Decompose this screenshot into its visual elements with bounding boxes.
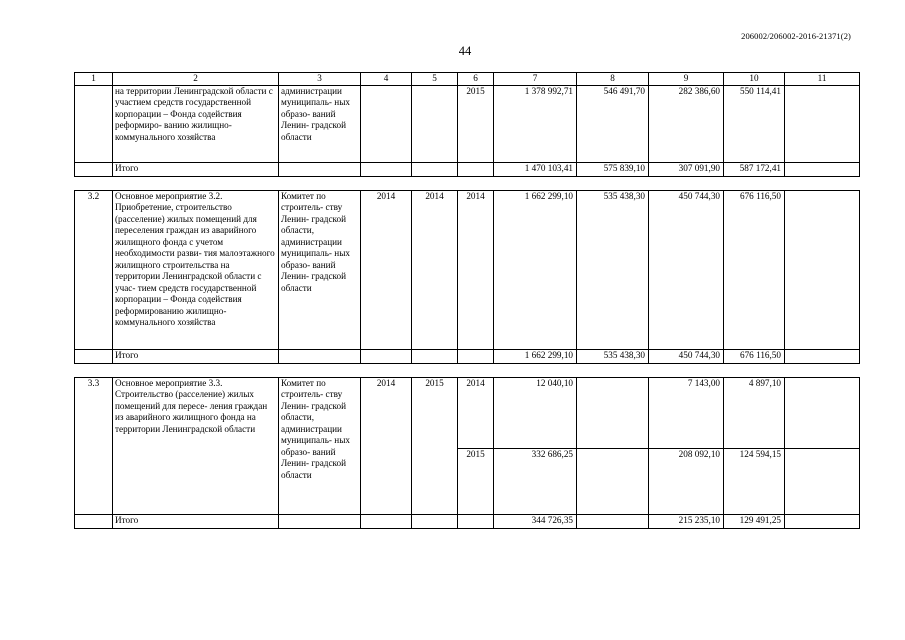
table-cell [361,349,412,363]
total-row [75,162,860,176]
amount-cell: 7 143,00 [649,377,724,448]
spacer-row [75,176,860,190]
table-cell [785,349,860,363]
table-cell [75,514,113,528]
document-code: 206002/206002-2016-21371(2) [741,31,851,41]
table-cell [458,349,494,363]
total-label: Итого [113,514,279,528]
spacer-cell [75,176,860,190]
page-number: 44 [458,44,472,58]
amount-cell: 550 114,41 [724,85,785,162]
table-cell [75,85,113,162]
spacer-row [75,363,860,377]
header-cell: 7 [494,73,577,86]
table-cell [412,514,458,528]
year-cell: 2015 [458,448,494,514]
table-cell [279,514,361,528]
year-cell: 2014 [458,190,494,349]
total-amount-cell: 344 726,35 [494,514,577,528]
header-cell: 1 [75,73,113,86]
amount-cell: 4 897,10 [724,377,785,448]
total-amount-cell: 215 235,10 [649,514,724,528]
table-cell [785,514,860,528]
amount-cell: 676 116,50 [724,190,785,349]
header-row [75,73,860,86]
start-year-cell: 2014 [361,190,412,349]
table-cell [785,377,860,448]
total-amount-cell: 535 438,30 [577,349,649,363]
executor-cell: Комитет по строитель- ству Ленин- градской области, администрации муниципаль- ных образо- ваний Ленин- градской области [279,377,361,514]
header-cell: 10 [724,73,785,86]
table-row [75,190,860,349]
table-cell [785,448,860,514]
total-amount-cell: 1 470 103,41 [494,162,577,176]
header-cell: 6 [458,73,494,86]
total-amount-cell: 575 839,10 [577,162,649,176]
table-cell [458,162,494,176]
table-cell [412,162,458,176]
table-cell [412,85,458,162]
header-cell: 3 [279,73,361,86]
executor-cell: Комитет по строитель- ству Ленин- градской области, администрации муниципаль- ных образо- ваний Ленин- градской области [279,190,361,349]
table-cell [412,349,458,363]
amount-cell: 450 744,30 [649,190,724,349]
amount-cell: 208 092,10 [649,448,724,514]
header-cell: 5 [412,73,458,86]
total-amount-cell: 129 491,25 [724,514,785,528]
table-cell [785,85,860,162]
year-cell: 2015 [458,85,494,162]
end-year-cell: 2014 [412,190,458,349]
spacer-cell [75,363,860,377]
end-year-cell: 2015 [412,377,458,514]
table-cell [785,190,860,349]
measure-name-cell: Основное мероприятие 3.3. Строительство (расселение) жилых помещений для пересе- ления граждан из аварийного жилищного фонда на территории Ленинградской области [113,377,279,514]
amount-cell: 332 686,25 [494,448,577,514]
row-number-cell: 3.3 [75,377,113,514]
header-cell: 8 [577,73,649,86]
measure-name-cell: на территории Ленинградской области с участием средств государственной корпорации – Фонда содействия реформиро- ванию жилищно-коммунального хозяйства [113,85,279,162]
start-year-cell: 2014 [361,377,412,514]
table-cell [577,514,649,528]
table-row [75,85,860,162]
program-table [74,72,860,529]
measure-name-cell: Основное мероприятие 3.2. Приобретение, строительство (расселение) жилых помещений для переселения граждан из аварийного жилищного фонда с учетом необходимости разви- тия малоэтажного жилищного строительства на территории Ленинградской области с учас- тием средств государственной корпорации – Фонда содействия реформированию жилищно- коммунального хозяйства [113,190,279,349]
table-cell [279,162,361,176]
table-cell [577,377,649,448]
amount-cell: 12 040,10 [494,377,577,448]
header-cell: 2 [113,73,279,86]
amount-cell: 1 662 299,10 [494,190,577,349]
table-cell [279,349,361,363]
total-amount-cell: 307 091,90 [649,162,724,176]
amount-cell: 546 491,70 [577,85,649,162]
amount-cell: 535 438,30 [577,190,649,349]
header-cell: 4 [361,73,412,86]
table-cell [785,162,860,176]
header-cell: 9 [649,73,724,86]
table-cell [361,162,412,176]
table-cell [75,162,113,176]
year-cell: 2014 [458,377,494,448]
table-cell [361,85,412,162]
total-row [75,349,860,363]
table-cell [361,514,412,528]
table-cell [75,349,113,363]
amount-cell: 1 378 992,71 [494,85,577,162]
table-cell [577,448,649,514]
amount-cell: 124 594,15 [724,448,785,514]
amount-cell: 282 386,60 [649,85,724,162]
row-number-cell: 3.2 [75,190,113,349]
header-cell: 11 [785,73,860,86]
table-cell [458,514,494,528]
total-label: Итого [113,349,279,363]
total-amount-cell: 676 116,50 [724,349,785,363]
executor-cell: администрации муниципаль- ных образо- ваний Ленин- градской области [279,85,361,162]
total-amount-cell: 587 172,41 [724,162,785,176]
total-amount-cell: 450 744,30 [649,349,724,363]
total-label: Итого [113,162,279,176]
total-row [75,514,860,528]
total-amount-cell: 1 662 299,10 [494,349,577,363]
table-row [75,377,860,448]
